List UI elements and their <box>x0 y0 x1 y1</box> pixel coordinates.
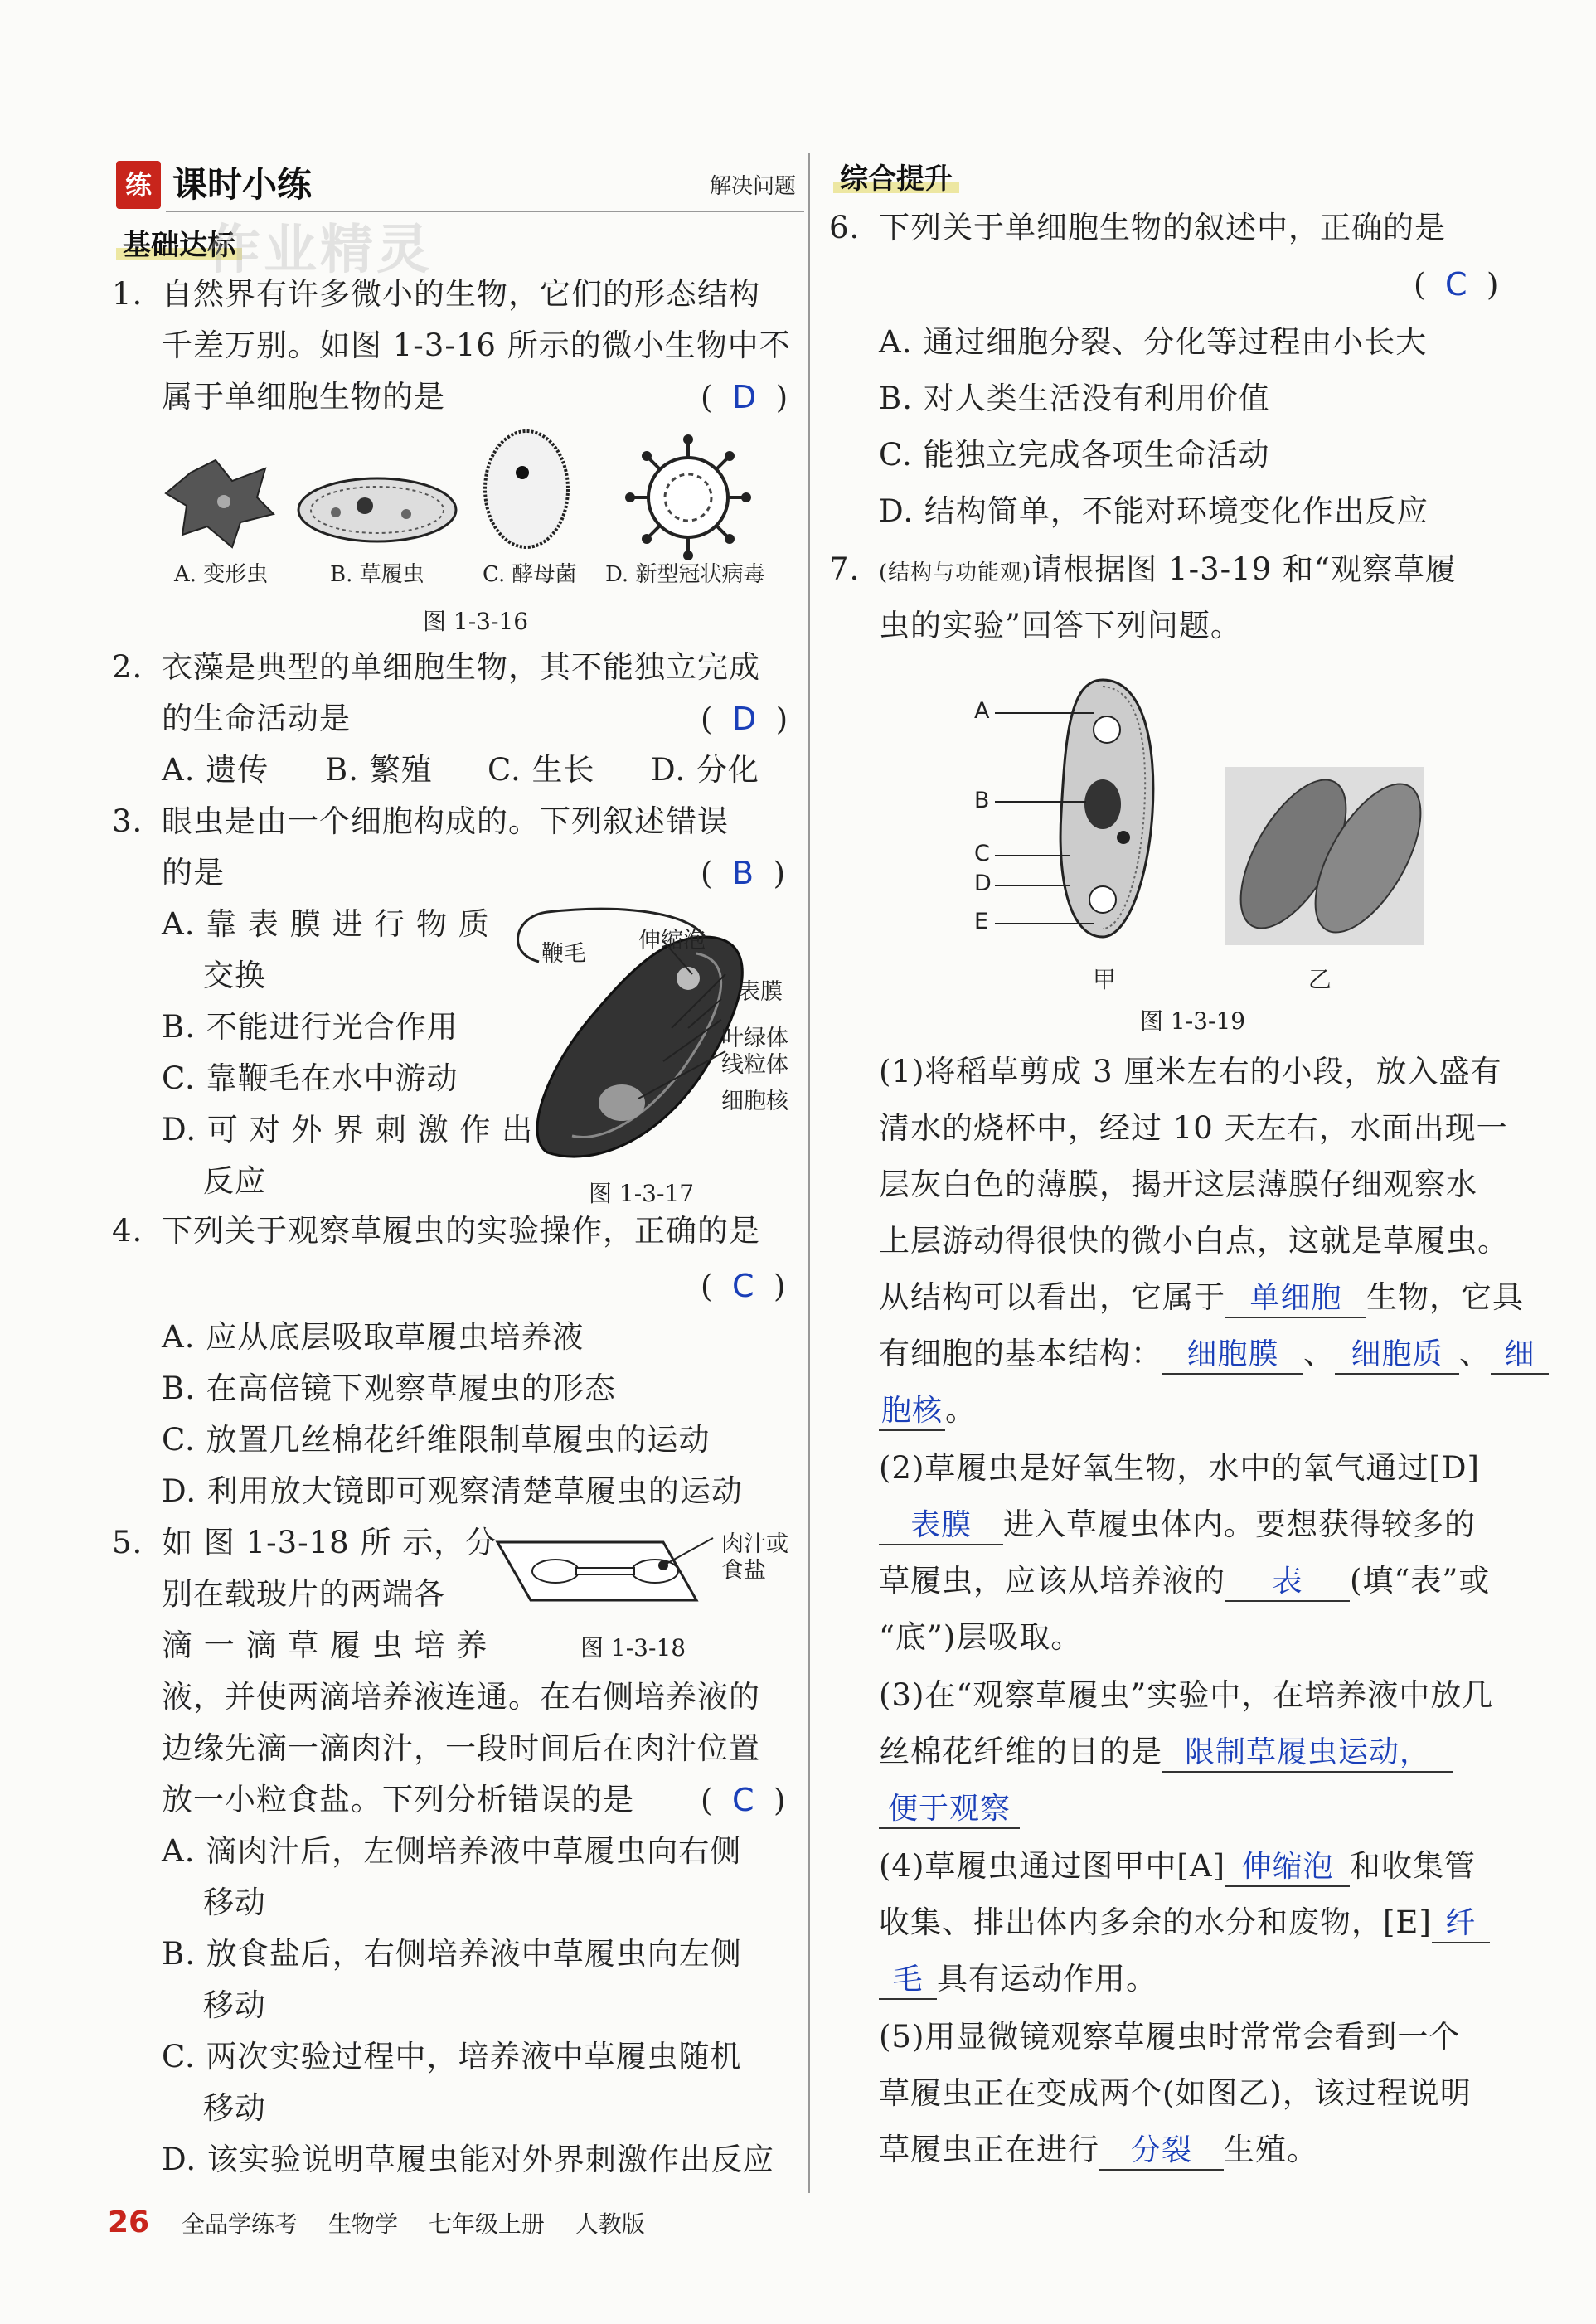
label-mitochondria: 线粒体 <box>721 1052 788 1078</box>
fig-label-yi: 乙 <box>1308 966 1332 993</box>
q5-line-4: 液，并使两滴培养液连通。在右侧培养液的 <box>162 1679 760 1715</box>
section-header <box>116 158 804 212</box>
coronavirus-image <box>625 434 751 560</box>
q7-p2-line-4: “底”)层吸取。 <box>879 1619 1083 1655</box>
q6-option-d: D. 结构简单，不能对环境变化作出反应 <box>879 493 1429 529</box>
q7-p3-line-2: 丝棉花纤维的目的是 限制草履虫运动， <box>879 1731 1453 1773</box>
q7-p1-line-5: 从结构可以看出，它属于 单细胞 生物，它具 <box>879 1277 1524 1318</box>
q4-option-d: D. 利用放大镜即可观察清楚草履虫的运动 <box>162 1473 743 1509</box>
fig-label-b: B <box>974 788 990 813</box>
q2-line-2: 的生命活动是 <box>162 701 351 736</box>
q7-p3-line-1: (3)在“观察草履虫”实验中，在培养液中放几 <box>879 1677 1494 1713</box>
q5-option-d: D. 该实验说明草履虫能对外界刺激作出反应 <box>162 2142 774 2177</box>
q1-line-1: 1. 自然界有许多微小的生物，它们的形态结构 <box>112 276 760 312</box>
q2-option-a: A. 遗传 <box>162 752 269 788</box>
q7-p2-line-2: 表膜 进入草履虫体内。要想获得较多的 <box>879 1504 1476 1545</box>
q5-option-a: A. 滴肉汁后，左侧培养液中草履虫向右侧 <box>162 1833 742 1869</box>
q7-p5-line-2: 草履虫正在变成两个(如图乙)，该过程说明 <box>879 2075 1472 2111</box>
q5-figure-caption: 图 1-3-18 <box>580 1634 686 1662</box>
fig-label-c: C <box>974 841 990 866</box>
paramecium-dividing-image <box>1220 764 1442 949</box>
q3-figure-caption: 图 1-3-17 <box>589 1180 695 1207</box>
q7-p2-line-1: (2)草履虫是好氧生物，水中的氧气通过[D] <box>879 1450 1480 1486</box>
header-title: 课时小练 <box>172 164 313 205</box>
q7-p2-line-3: 草履虫，应该从培养液的 表 (填“表”或 <box>879 1560 1490 1602</box>
q5-answer: ( C ) <box>701 1782 786 1818</box>
q3-option-b: B. 不能进行光合作用 <box>162 1009 458 1045</box>
label-pellicle: 表膜 <box>738 979 783 1005</box>
q7-p1-line-2: 清水的烧杯中，经过 10 天左右，水面出现一 <box>879 1110 1508 1146</box>
q5-option-b-cont: 移动 <box>203 1987 266 2023</box>
q3-option-d-cont: 反应 <box>203 1163 266 1199</box>
q1-line-3: 属于单细胞生物的是 <box>162 379 445 415</box>
fig-label-e: E <box>974 909 989 934</box>
q3-line-2: 的是 <box>162 855 225 890</box>
q1-answer: ( D ) <box>701 379 788 415</box>
q4-option-a: A. 应从底层吸取草履虫培养液 <box>162 1319 585 1355</box>
q4-line-1: 4. 下列关于观察草履虫的实验操作，正确的是 <box>112 1213 760 1249</box>
q5-option-b: B. 放食盐后，右侧培养液中草履虫向左侧 <box>162 1936 742 1972</box>
section-comprehensive: 综合提升 <box>833 156 959 196</box>
label-flagellum: 鞭毛 <box>541 941 586 967</box>
q6-answer: ( C ) <box>1414 266 1499 303</box>
q7-p1-line-7: 胞核。 <box>879 1390 977 1431</box>
q7-p1-line-6: 有细胞的基本结构： 细胞膜 、 细胞质 、 细 <box>879 1333 1549 1375</box>
q1-figure <box>158 423 813 564</box>
q5-line-2: 别在载玻片的两端各 <box>162 1576 445 1612</box>
footer-subject: 生物学 <box>327 2210 398 2238</box>
q1-label-d: D. 新型冠状病毒 <box>605 562 765 587</box>
paramecium-image <box>298 478 456 541</box>
yeast-image <box>485 431 568 547</box>
q3-option-c: C. 靠鞭毛在水中游动 <box>162 1060 458 1096</box>
footer-grade: 七年级上册 <box>428 2210 545 2238</box>
q5-option-c: C. 两次实验过程中，培养液中草履虫随机 <box>162 2039 742 2074</box>
header-subtitle: 解决问题 <box>709 174 796 199</box>
q7-figure <box>978 663 1443 962</box>
label-nucleus: 细胞核 <box>721 1089 788 1114</box>
q1-line-2: 千差万别。如图 1-3-16 所示的微小生物中不 <box>162 327 791 363</box>
footer-edition: 人教版 <box>575 2210 645 2238</box>
q3-option-d: D. 可 对 外 界 刺 激 作 出 <box>162 1112 534 1147</box>
q7-line-1: 7. (结构与功能观)请根据图 1-3-19 和“观察草履 <box>829 551 1457 587</box>
q7-p4-line-1: (4)草履虫通过图甲中[A] 伸缩泡 和收集管 <box>879 1846 1476 1887</box>
q7-line-2: 虫的实验”回答下列问题。 <box>879 608 1242 643</box>
q5-label-2: 食盐 <box>721 1558 766 1584</box>
footer-book: 全品学练考 <box>182 2210 298 2238</box>
page-footer <box>108 2205 668 2255</box>
q5-label-1: 肉汁或 <box>721 1531 788 1557</box>
q6-option-a: A. 通过细胞分裂、分化等过程由小长大 <box>879 324 1428 360</box>
label-contractile-vacuole: 伸缩泡 <box>638 928 706 953</box>
watermark: 作业精灵 <box>207 220 433 281</box>
q1-label-b: B. 草履虫 <box>330 562 424 587</box>
fig-label-jia: 甲 <box>1093 966 1117 993</box>
q6-option-b: B. 对人类生活没有利用价值 <box>879 381 1270 416</box>
section-basic: 基础达标 <box>116 222 242 263</box>
practice-icon: 练 <box>116 161 161 209</box>
q6-option-c: C. 能独立完成各项生命活动 <box>879 437 1270 473</box>
amoeba-image <box>166 460 274 547</box>
q7-p5-line-1: (5)用显微镜观察草履虫时常常会看到一个 <box>879 2019 1461 2055</box>
q1-label-a: A. 变形虫 <box>174 562 269 587</box>
q7-p1-line-1: (1)将稻草剪成 3 厘米左右的小段，放入盛有 <box>879 1054 1502 1089</box>
fig-label-d: D <box>974 871 992 896</box>
q3-option-a: A. 靠 表 膜 进 行 物 质 <box>162 906 490 942</box>
q6-line-1: 6. 下列关于单细胞生物的叙述中，正确的是 <box>829 210 1446 245</box>
q7-p1-line-4: 上层游动得很快的微小白点，这就是草履虫。 <box>879 1223 1509 1259</box>
q3-answer: ( B ) <box>701 855 786 891</box>
paramecium-structure-image <box>1060 680 1153 937</box>
q7-figure-caption: 图 1-3-19 <box>1140 1007 1246 1035</box>
slide-figure <box>489 1526 721 1617</box>
q7-p4-line-3: 毛 具有运动作用。 <box>879 1958 1157 2000</box>
q1-figure-caption: 图 1-3-16 <box>423 608 529 635</box>
q7-p3-line-3: 便于观察 <box>879 1788 1020 1829</box>
q5-option-a-cont: 移动 <box>203 1885 266 1920</box>
q7-p4-line-2: 收集、排出体内多余的水分和废物，[E] 纤 <box>879 1902 1490 1943</box>
q2-option-d: D. 分化 <box>651 752 759 788</box>
q3-line-1: 3. 眼虫是由一个细胞构成的。下列叙述错误 <box>112 803 729 839</box>
q1-label-c: C. 酵母菌 <box>483 562 577 587</box>
q5-option-c-cont: 移动 <box>203 2090 266 2126</box>
q4-answer: ( C ) <box>701 1268 786 1304</box>
q5-line-6: 放一小粒食盐。下列分析错误的是 <box>162 1782 634 1817</box>
q7-p1-line-3: 层灰白色的薄膜，揭开这层薄膜仔细观察水 <box>879 1167 1477 1202</box>
q5-line-3: 滴 一 滴 草 履 虫 培 养 <box>162 1628 488 1663</box>
q5-line-5: 边缘先滴一滴肉汁，一段时间后在肉汁位置 <box>162 1730 760 1766</box>
q2-option-c: C. 生长 <box>488 752 595 788</box>
q2-answer: ( D ) <box>701 701 788 737</box>
q2-line-1: 2. 衣藻是典型的单细胞生物，其不能独立完成 <box>112 649 760 685</box>
page-number: 26 <box>108 2205 150 2239</box>
q4-option-b: B. 在高倍镜下观察草履虫的形态 <box>162 1371 616 1406</box>
label-chloroplast: 叶绿体 <box>721 1026 788 1051</box>
q4-option-c: C. 放置几丝棉花纤维限制草履虫的运动 <box>162 1422 711 1458</box>
q2-option-b: B. 繁殖 <box>325 752 433 788</box>
q5-line-1: 5. 如 图 1-3-18 所 示，分 <box>112 1525 497 1560</box>
fig-label-a: A <box>974 698 990 724</box>
q3-option-a-cont: 交换 <box>203 958 266 993</box>
q7-p5-line-3: 草履虫正在进行 分裂 生殖。 <box>879 2129 1318 2171</box>
